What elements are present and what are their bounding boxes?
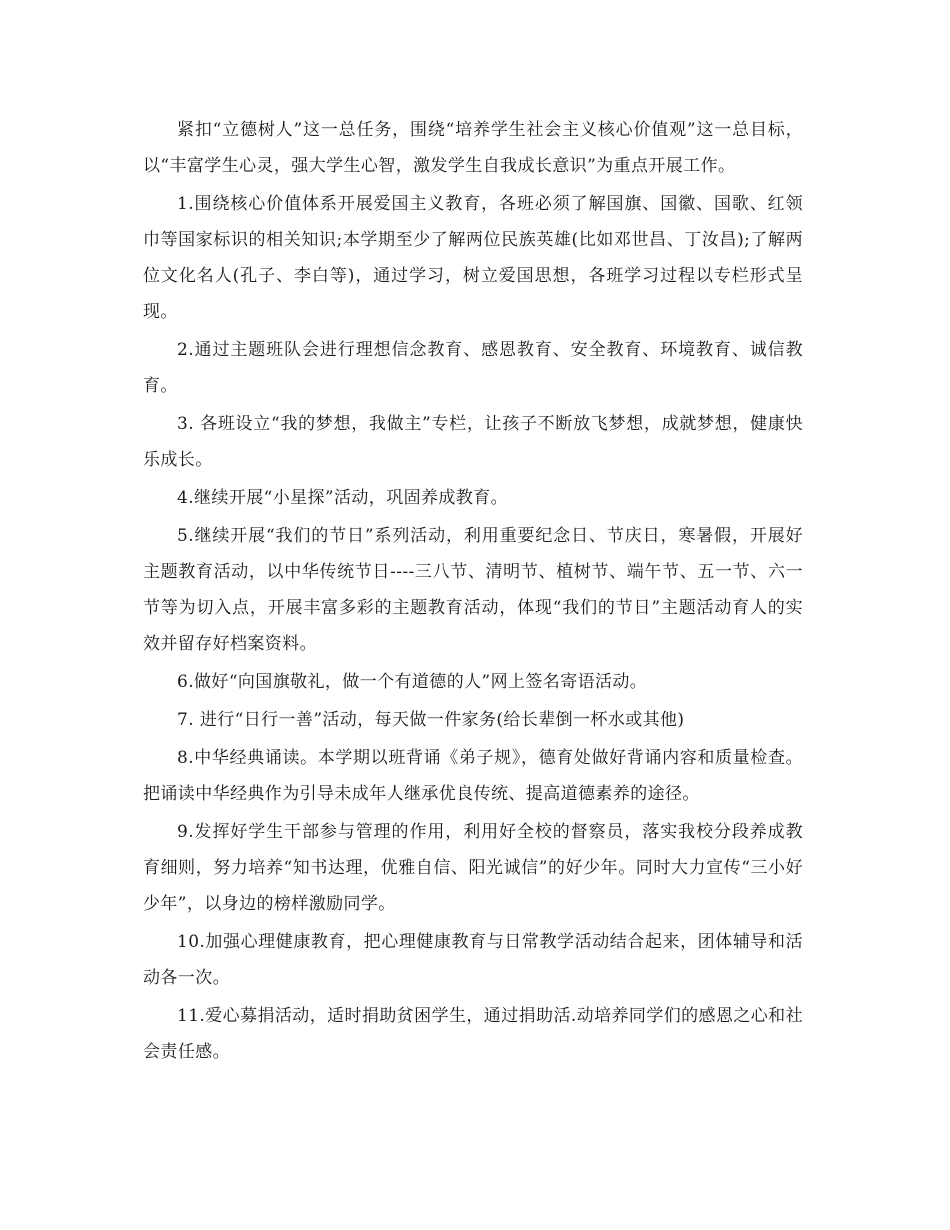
item-paragraph-10: 10.加强心理健康教育，把心理健康教育与日常教学活动结合起来，团体辅导和活动各一次。 xyxy=(143,932,803,988)
item-paragraph-9: 9.发挥好学生干部参与管理的作用，利用好全校的督察员，落实我校分段养成教育细则，努力培养“知书达理，优雅自信、阳光诚信”的好少年。同时大力宣传“三小好少年”，以身边的榜样激励同学。 xyxy=(143,822,803,914)
item-paragraph-7: 7. 进行“日行一善”活动，每天做一件家务(给长辈倒一杯水或其他) xyxy=(177,710,685,730)
item-paragraph-3: 3. 各班设立“我的梦想，我做主”专栏，让孩子不断放飞梦想，成就梦想，健康快乐成长。 xyxy=(143,414,803,470)
intro-paragraph: 紧扣“立德树人”这一总任务，围绕“培养学生社会主义核心价值观”这一总目标，以“丰富学生心灵，强大学生心智，激发学生自我成长意识”为重点开展工作。 xyxy=(143,120,803,176)
item-paragraph-8: 8.中华经典诵读。本学期以班背诵《弟子规》，德育处做好背诵内容和质量检查。把诵读中华经典作为引导未成年人继承优良传统、提高道德素养的途径。 xyxy=(143,748,803,804)
item-paragraph-11: 11.爱心募捐活动，适时捐助贫困学生，通过捐助活.动培养同学们的感恩之心和社会责任感。 xyxy=(143,1006,803,1062)
item-paragraph-4: 4.继续开展“小星探”活动，巩固养成教育。 xyxy=(177,488,509,508)
item-paragraph-5: 5.继续开展“我们的节日”系列活动，利用重要纪念日、节庆日，寒暑假，开展好主题教育活动，以中华传统节日----三八节、清明节、植树节、端午节、五一节、六一节等为切入点，开展丰富多彩的主题教育活动，体现“我们的节日”主题活动育人的实效并留存好档案资料。 xyxy=(143,526,803,654)
item-paragraph-1: 1.围绕核心价值体系开展爱国主义教育，各班必须了解国旗、国徽、国歌、红领巾等国家标识的相关知识;本学期至少了解两位民族英雄(比如邓世昌、丁汝昌);了解两位文化名人(孔子、李白等)，通过学习，树立爱国思想，各班学习过程以专栏形式呈现。 xyxy=(143,194,803,322)
item-paragraph-6: 6.做好“向国旗敬礼，做一个有道德的人”网上签名寄语活动。 xyxy=(177,672,648,692)
item-paragraph-2: 2.通过主题班队会进行理想信念教育、感恩教育、安全教育、环境教育、诚信教育。 xyxy=(143,340,803,396)
document-body xyxy=(143,112,803,1072)
